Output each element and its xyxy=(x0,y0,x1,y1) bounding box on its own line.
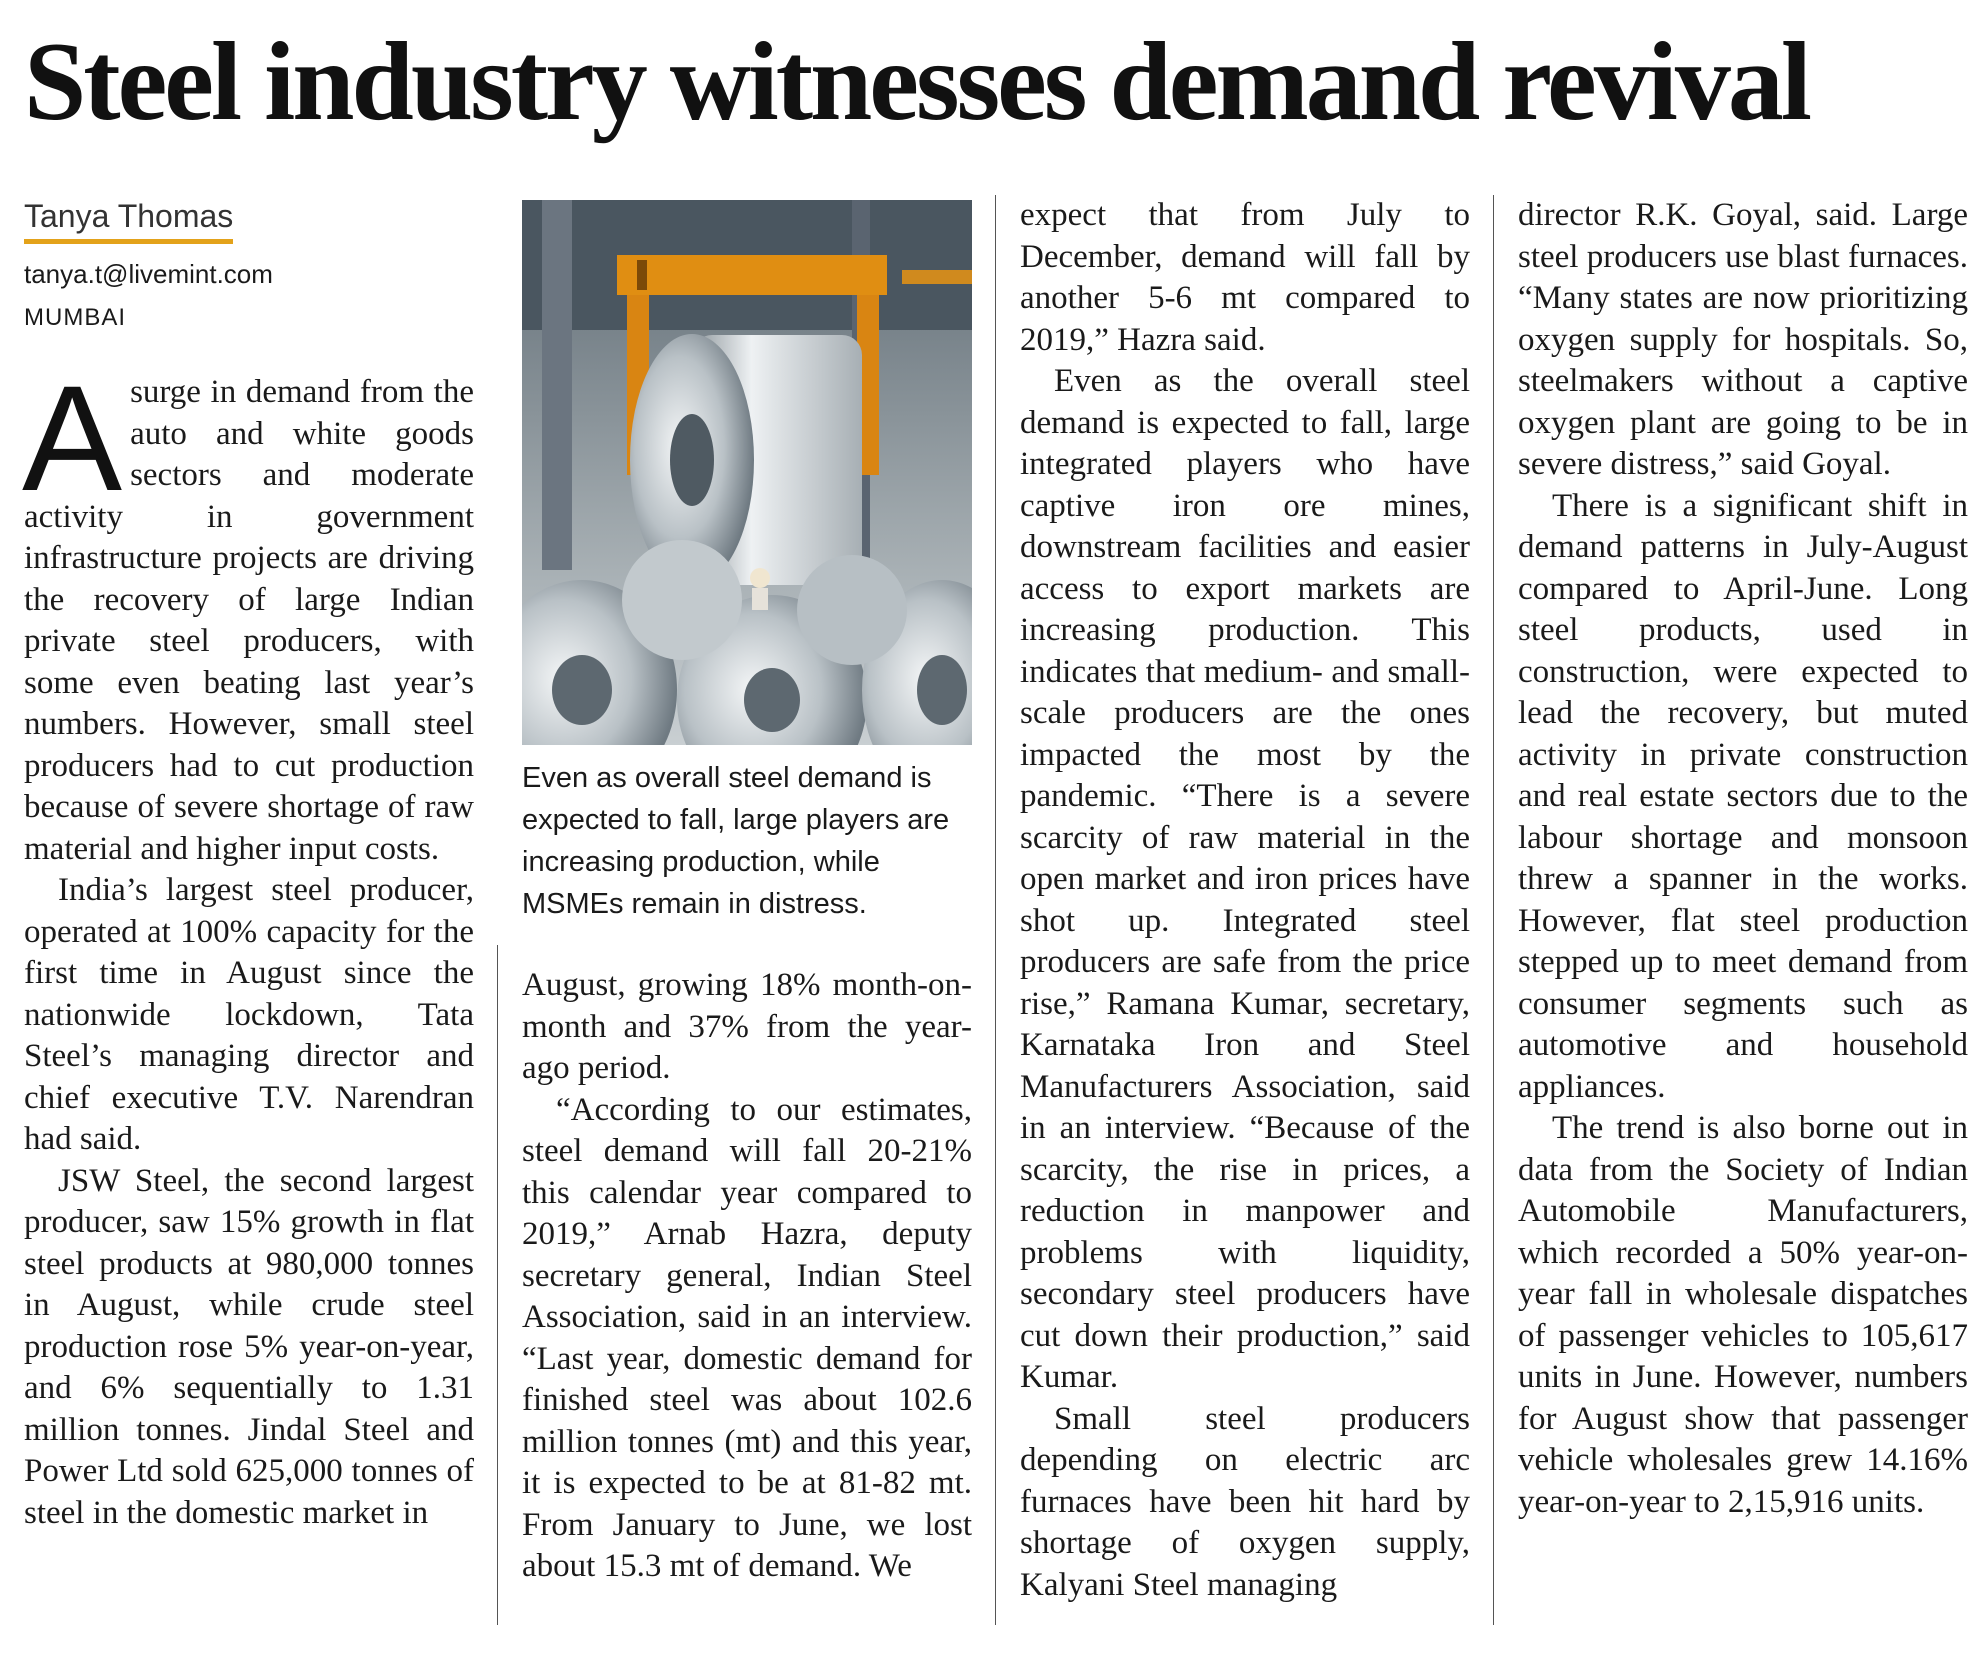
steel-coils-image xyxy=(522,200,972,745)
photo-caption: Even as overall steel demand is expected to fall, large players are increasing production, while MSMEs remain in distress. xyxy=(522,762,950,920)
column-divider xyxy=(497,945,498,1625)
paragraph: expect that from July to December, demand will fall by another 5-6 mt compared to 2019,” Hazra said. xyxy=(1020,197,1470,358)
article-column-3 xyxy=(1020,195,1470,1606)
article-column-1 xyxy=(24,195,474,1534)
column-divider xyxy=(995,195,996,1625)
article-photo xyxy=(522,200,972,745)
article-column-2 xyxy=(522,965,972,1588)
article-column-4 xyxy=(1518,195,1968,1523)
paragraph: “According to our estimates, steel demand will fall 20-21% this calendar year compared to 2019,” Arnab Hazra, deputy secretary general, Indian Steel Association, said in an interview. “Last year, domestic demand for finished steel was about 102.6 million tonnes (mt) and this year, it is expected to be at 81-82 mt. From January to June, we lost about 15.3 mt of demand. We xyxy=(522,1091,972,1584)
paragraph: India’s largest steel producer, operated at 100% capacity for the first time in August since the nationwide lockdown, Tata Steel’s managing director and chief executive T.V. Narendran had said. xyxy=(24,872,474,1157)
byline-author: Tanya Thomas xyxy=(24,196,233,244)
paragraph: The trend is also borne out in data from the Society of Indian Automobile Manufacturers, which recorded a 50% year-on-year fall in wholesale dispatches of passenger vehicles to 105,617 units in June. However, numbers for August show that passenger vehicle wholesales grew 14.16% year-on-year to 2,15,916 units. xyxy=(1518,1110,1968,1520)
paragraph: JSW Steel, the second largest producer, saw 15% growth in flat steel products at 980,000 tonnes in August, while crude steel production rose 5% year-on-year, and 6% sequentially to 1.31 million tonnes. Jindal Steel and Power Ltd sold 625,000 tonnes of steel in the domestic market in xyxy=(24,1162,474,1531)
column-divider xyxy=(1493,195,1494,1625)
paragraph: Small steel producers depending on electric arc furnaces have been hit hard by shortage of oxygen supply, Kalyani Steel managing xyxy=(1020,1400,1470,1603)
paragraph-text: surge in demand from the auto and white goods sectors and moderate activity in government infrastructure projects are driving the recovery of large Indian private steel producers, with some even beating last year’s numbers. However, small steel producers had to cut production because of severe shortage of raw material and higher input costs. xyxy=(24,374,474,867)
paragraph: August, growing 18% month-on-month and 37% from the year-ago period. xyxy=(522,967,972,1086)
byline-location: MUMBAI xyxy=(24,304,126,331)
byline xyxy=(24,195,474,334)
headline: Steel industry witnesses demand revival xyxy=(24,20,1809,144)
paragraph: There is a significant shift in demand patterns in July-August compared to April-June. Long steel products, used in construction, were expected to lead the recovery, but muted activity in private construction and real estate sectors due to the labour shortage and monsoon threw a spanner in the works. However, flat steel production stepped up to meet demand from consumer segments such as automotive and household appliances. xyxy=(1518,487,1968,1105)
paragraph: Even as the overall steel demand is expected to fall, large integrated players who have captive iron ore mines, downstream facilities and easier access to export markets are increasing production. This indicates that medium- and small-scale producers are the ones impacted the most by the pandemic. “There is a severe scarcity of raw material in the open market and iron prices have shot up. Integrated steel producers are safe from the price rise,” Ramana Kumar, secretary, Karnataka Iron and Steel Manufacturers Association, said in an interview. “Because of the scarcity, the rise in prices, a reduction in manpower and problems with liquidity, secondary steel producers have cut down their production,” said Kumar. xyxy=(1020,363,1470,1395)
dropcap: A xyxy=(22,354,123,522)
paragraph xyxy=(22,354,474,870)
byline-email[interactable]: tanya.t@livemint.com xyxy=(24,259,273,289)
paragraph: director R.K. Goyal, said. Large steel producers use blast furnaces. “Many states are now prioritizing oxygen supply for hospitals. So, steelmakers without a captive oxygen plant are going to be in severe distress,” said Goyal. xyxy=(1518,197,1968,482)
